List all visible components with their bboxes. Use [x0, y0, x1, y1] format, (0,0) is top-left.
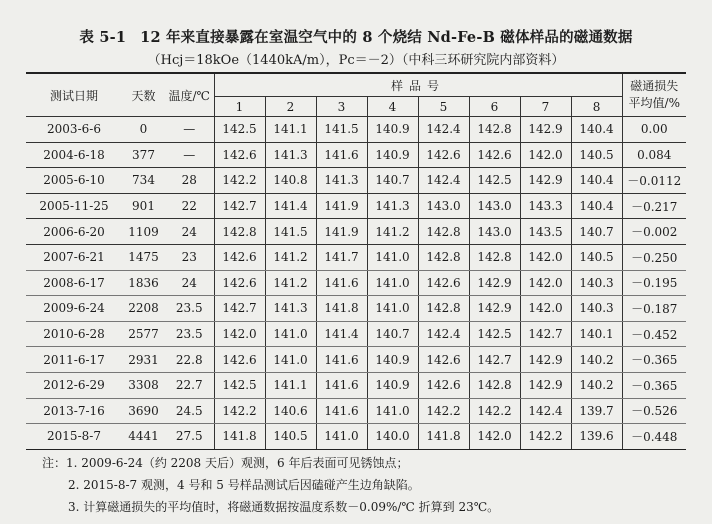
cell-sample-4: 140.7 — [367, 321, 418, 347]
table-subtitle: （Hcj＝18kOe（1440kA/m），Pc＝－2）（中科三环研究院内部资料） — [147, 53, 565, 68]
cell-sample-6: 143.0 — [469, 219, 520, 245]
cell-avg-loss: －0.187 — [622, 296, 686, 322]
cell-sample-4: 140.7 — [367, 168, 418, 194]
cell-days: 2208 — [122, 296, 165, 322]
cell-sample-6: 142.5 — [469, 168, 520, 194]
cell-sample-2: 141.2 — [265, 244, 316, 270]
table-title — [0, 26, 712, 47]
cell-sample-6: 142.5 — [469, 321, 520, 347]
cell-sample-5: 142.6 — [418, 372, 469, 398]
cell-sample-4: 140.9 — [367, 347, 418, 373]
cell-sample-3: 141.8 — [316, 296, 367, 322]
cell-sample-3: 141.9 — [316, 193, 367, 219]
cell-sample-2: 140.8 — [265, 168, 316, 194]
cell-sample-1: 142.6 — [214, 270, 265, 296]
cell-sample-1: 142.8 — [214, 219, 265, 245]
cell-temp: 24.5 — [165, 398, 214, 424]
header-temp: 温度/℃ — [165, 73, 214, 117]
table-row — [26, 168, 686, 194]
cell-sample-8: 139.6 — [571, 424, 622, 450]
table-row — [26, 270, 686, 296]
cell-sample-3: 141.4 — [316, 321, 367, 347]
table-body — [26, 117, 686, 450]
cell-sample-4: 141.0 — [367, 296, 418, 322]
cell-sample-7: 142.0 — [520, 142, 571, 168]
cell-sample-3: 141.6 — [316, 372, 367, 398]
cell-days: 2931 — [122, 347, 165, 373]
cell-sample-2: 140.5 — [265, 424, 316, 450]
cell-sample-3: 141.6 — [316, 142, 367, 168]
cell-date: 2005-6-10 — [26, 168, 122, 194]
cell-sample-2: 141.4 — [265, 193, 316, 219]
cell-sample-2: 141.0 — [265, 321, 316, 347]
cell-temp: 22 — [165, 193, 214, 219]
cell-temp: 28 — [165, 168, 214, 194]
cell-sample-7: 142.9 — [520, 168, 571, 194]
cell-sample-1: 141.8 — [214, 424, 265, 450]
table-number: 表 5-1 — [79, 29, 127, 46]
cell-sample-1: 142.6 — [214, 347, 265, 373]
cell-sample-6: 142.2 — [469, 398, 520, 424]
cell-sample-8: 140.7 — [571, 219, 622, 245]
header-days: 天数 — [122, 73, 165, 117]
cell-days: 1836 — [122, 270, 165, 296]
cell-date: 2006-6-20 — [26, 219, 122, 245]
cell-sample-7: 143.3 — [520, 193, 571, 219]
cell-sample-6: 142.7 — [469, 347, 520, 373]
cell-temp: 24 — [165, 270, 214, 296]
cell-temp: — — [165, 117, 214, 143]
header-sample-5: 5 — [418, 97, 469, 117]
cell-date: 2004-6-18 — [26, 142, 122, 168]
cell-days: 3308 — [122, 372, 165, 398]
header-date: 测试日期 — [26, 73, 122, 117]
cell-sample-7: 142.4 — [520, 398, 571, 424]
cell-sample-8: 140.2 — [571, 372, 622, 398]
header-sample-4: 4 — [367, 97, 418, 117]
cell-sample-1: 142.5 — [214, 117, 265, 143]
cell-sample-7: 142.7 — [520, 321, 571, 347]
cell-sample-6: 142.9 — [469, 296, 520, 322]
cell-sample-3: 141.6 — [316, 347, 367, 373]
cell-sample-7: 142.0 — [520, 244, 571, 270]
cell-sample-7: 142.2 — [520, 424, 571, 450]
cell-avg-loss: －0.526 — [622, 398, 686, 424]
cell-sample-8: 140.4 — [571, 193, 622, 219]
cell-sample-8: 140.1 — [571, 321, 622, 347]
cell-sample-3: 141.6 — [316, 270, 367, 296]
cell-date: 2008-6-17 — [26, 270, 122, 296]
header-sample-3: 3 — [316, 97, 367, 117]
cell-sample-1: 142.5 — [214, 372, 265, 398]
table-row — [26, 321, 686, 347]
cell-avg-loss: －0.365 — [622, 372, 686, 398]
cell-sample-6: 142.8 — [469, 117, 520, 143]
cell-sample-2: 141.1 — [265, 117, 316, 143]
magnetic-flux-table — [26, 72, 686, 450]
cell-date: 2005-11-25 — [26, 193, 122, 219]
cell-avg-loss: －0.452 — [622, 321, 686, 347]
cell-sample-3: 141.9 — [316, 219, 367, 245]
note-1 — [42, 452, 499, 474]
note-2: 2. 2015-8-7 观测，4 号和 5 号样品测试后因磕碰产生边角缺陷。 — [68, 478, 420, 492]
header-avg-loss — [622, 73, 686, 117]
cell-sample-4: 140.0 — [367, 424, 418, 450]
header-sample-7: 7 — [520, 97, 571, 117]
cell-sample-7: 142.0 — [520, 270, 571, 296]
cell-sample-4: 140.9 — [367, 142, 418, 168]
cell-temp: 22.8 — [165, 347, 214, 373]
cell-sample-5: 141.8 — [418, 424, 469, 450]
cell-sample-5: 142.4 — [418, 168, 469, 194]
cell-sample-5: 142.6 — [418, 142, 469, 168]
cell-sample-4: 140.9 — [367, 372, 418, 398]
cell-avg-loss: －0.0112 — [622, 168, 686, 194]
cell-sample-5: 142.6 — [418, 347, 469, 373]
cell-avg-loss: －0.365 — [622, 347, 686, 373]
cell-sample-7: 142.0 — [520, 296, 571, 322]
cell-date: 2009-6-24 — [26, 296, 122, 322]
cell-avg-loss: －0.250 — [622, 244, 686, 270]
cell-sample-3: 141.6 — [316, 398, 367, 424]
cell-sample-5: 142.8 — [418, 219, 469, 245]
cell-sample-7: 143.5 — [520, 219, 571, 245]
cell-days: 734 — [122, 168, 165, 194]
cell-sample-6: 142.8 — [469, 372, 520, 398]
cell-avg-loss: 0.084 — [622, 142, 686, 168]
table-row — [26, 219, 686, 245]
table-row — [26, 424, 686, 450]
cell-sample-4: 141.0 — [367, 244, 418, 270]
cell-temp: 24 — [165, 219, 214, 245]
cell-sample-4: 141.2 — [367, 219, 418, 245]
cell-sample-2: 141.1 — [265, 372, 316, 398]
cell-sample-7: 142.9 — [520, 347, 571, 373]
cell-date: 2010-6-28 — [26, 321, 122, 347]
cell-days: 2577 — [122, 321, 165, 347]
cell-sample-5: 142.4 — [418, 117, 469, 143]
cell-sample-8: 140.5 — [571, 142, 622, 168]
cell-days: 1109 — [122, 219, 165, 245]
note-3: 3. 计算磁通损失的平均值时，将磁通数据按温度系数－0.09%/℃ 折算到 23℃。 — [68, 500, 500, 514]
header-sample-8: 8 — [571, 97, 622, 117]
cell-sample-7: 142.9 — [520, 117, 571, 143]
cell-sample-1: 142.6 — [214, 142, 265, 168]
cell-sample-4: 141.0 — [367, 270, 418, 296]
table-title-text: 12 年来直接暴露在室温空气中的 8 个烧结 Nd-Fe-B 磁体样品的磁通数据 — [140, 29, 633, 46]
cell-date: 2011-6-17 — [26, 347, 122, 373]
cell-avg-loss: －0.217 — [622, 193, 686, 219]
cell-days: 4441 — [122, 424, 165, 450]
cell-temp: 22.7 — [165, 372, 214, 398]
cell-sample-6: 143.0 — [469, 193, 520, 219]
cell-date: 2012-6-29 — [26, 372, 122, 398]
cell-sample-8: 140.5 — [571, 244, 622, 270]
cell-sample-3: 141.5 — [316, 117, 367, 143]
cell-avg-loss: －0.448 — [622, 424, 686, 450]
cell-sample-8: 140.2 — [571, 347, 622, 373]
cell-days: 901 — [122, 193, 165, 219]
table-row — [26, 398, 686, 424]
cell-sample-6: 142.8 — [469, 244, 520, 270]
cell-sample-2: 141.0 — [265, 347, 316, 373]
cell-sample-2: 141.3 — [265, 142, 316, 168]
cell-sample-2: 141.2 — [265, 270, 316, 296]
table-row — [26, 117, 686, 143]
cell-sample-3: 141.0 — [316, 424, 367, 450]
cell-sample-2: 140.6 — [265, 398, 316, 424]
cell-sample-8: 140.4 — [571, 168, 622, 194]
cell-days: 377 — [122, 142, 165, 168]
cell-avg-loss: 0.00 — [622, 117, 686, 143]
header-avg-loss-line2: 平均值/% — [628, 96, 680, 110]
cell-date: 2003-6-6 — [26, 117, 122, 143]
cell-sample-1: 142.7 — [214, 193, 265, 219]
cell-temp: 23.5 — [165, 321, 214, 347]
cell-temp: — — [165, 142, 214, 168]
notes-label: 注： — [42, 456, 67, 470]
header-sample-1: 1 — [214, 97, 265, 117]
cell-days: 3690 — [122, 398, 165, 424]
table-row — [26, 372, 686, 398]
cell-sample-1: 142.0 — [214, 321, 265, 347]
table-row — [26, 296, 686, 322]
cell-sample-6: 142.9 — [469, 270, 520, 296]
cell-sample-8: 140.4 — [571, 117, 622, 143]
table-notes — [42, 452, 499, 518]
cell-sample-5: 143.0 — [418, 193, 469, 219]
cell-sample-5: 142.8 — [418, 244, 469, 270]
cell-sample-3: 141.7 — [316, 244, 367, 270]
cell-days: 1475 — [122, 244, 165, 270]
cell-sample-5: 142.2 — [418, 398, 469, 424]
cell-sample-4: 140.9 — [367, 117, 418, 143]
cell-sample-4: 141.0 — [367, 398, 418, 424]
header-sample-6: 6 — [469, 97, 520, 117]
cell-sample-5: 142.8 — [418, 296, 469, 322]
table-row — [26, 347, 686, 373]
cell-sample-1: 142.2 — [214, 168, 265, 194]
cell-sample-7: 142.9 — [520, 372, 571, 398]
table-row — [26, 193, 686, 219]
cell-sample-1: 142.2 — [214, 398, 265, 424]
header-sample-2: 2 — [265, 97, 316, 117]
header-sample-group: 样品号 — [214, 73, 622, 97]
cell-date: 2015-8-7 — [26, 424, 122, 450]
cell-date: 2007-6-21 — [26, 244, 122, 270]
cell-sample-2: 141.3 — [265, 296, 316, 322]
cell-temp: 23.5 — [165, 296, 214, 322]
cell-sample-6: 142.0 — [469, 424, 520, 450]
cell-sample-8: 140.3 — [571, 296, 622, 322]
cell-sample-5: 142.4 — [418, 321, 469, 347]
cell-sample-2: 141.5 — [265, 219, 316, 245]
cell-sample-5: 142.6 — [418, 270, 469, 296]
cell-sample-1: 142.6 — [214, 244, 265, 270]
cell-days: 0 — [122, 117, 165, 143]
cell-sample-3: 141.3 — [316, 168, 367, 194]
cell-sample-4: 141.3 — [367, 193, 418, 219]
cell-sample-8: 139.7 — [571, 398, 622, 424]
cell-avg-loss: －0.002 — [622, 219, 686, 245]
cell-date: 2013-7-16 — [26, 398, 122, 424]
table-row — [26, 244, 686, 270]
cell-sample-1: 142.7 — [214, 296, 265, 322]
table-row — [26, 142, 686, 168]
header-avg-loss-line1: 磁通损失 — [630, 79, 679, 93]
note-text: 1. 2009-6-24（约 2208 天后）观测，6 年后表面可见锈蚀点； — [66, 456, 409, 470]
cell-sample-6: 142.6 — [469, 142, 520, 168]
cell-avg-loss: －0.195 — [622, 270, 686, 296]
cell-temp: 27.5 — [165, 424, 214, 450]
cell-temp: 23 — [165, 244, 214, 270]
cell-sample-8: 140.3 — [571, 270, 622, 296]
